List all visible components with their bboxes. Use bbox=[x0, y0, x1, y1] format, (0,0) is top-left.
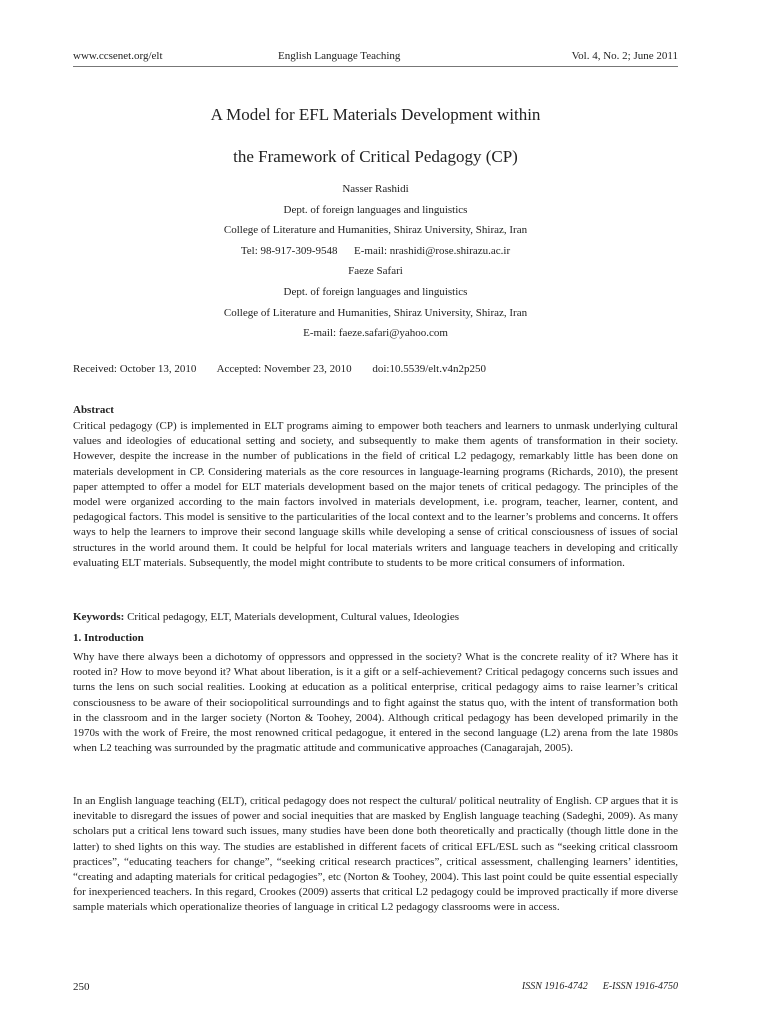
issn-numbers: ISSN 1916-4742 E-ISSN 1916-4750 bbox=[521, 981, 678, 992]
introduction-heading: 1. Introduction bbox=[73, 632, 144, 644]
running-header bbox=[73, 48, 678, 64]
paper-title-line-2: the Framework of Critical Pedagogy (CP) bbox=[233, 147, 518, 166]
abstract-heading: Abstract bbox=[73, 404, 114, 416]
author-name: Faeze Safari bbox=[348, 265, 403, 278]
publication-dates bbox=[73, 361, 504, 377]
author-college: College of Literature and Humanities, Shiraz University, Shiraz, Iran bbox=[223, 224, 528, 237]
keywords-line bbox=[73, 610, 678, 625]
journal-website: www.ccsenet.org/elt bbox=[73, 50, 163, 62]
received-date: Received: October 13, 2010 bbox=[73, 363, 197, 375]
accepted-date: Accepted: November 23, 2010 bbox=[216, 363, 352, 375]
author-contact: Tel: 98-917-309-9548 E-mail: nrashidi@rose.shirazu.ac.ir bbox=[240, 244, 511, 257]
keywords-text: Critical pedagogy, ELT, Materials development, Cultural values, Ideologies bbox=[127, 611, 460, 623]
author-college: College of Literature and Humanities, Shiraz University, Shiraz, Iran bbox=[223, 306, 528, 319]
journal-name: English Language Teaching bbox=[278, 50, 401, 62]
author-name: Nasser Rashidi bbox=[342, 183, 409, 195]
author-department: Dept. of foreign languages and linguistics bbox=[283, 203, 468, 216]
introduction-paragraph-1: Why have there always been a dichotomy of oppressors and oppressed in the society? What is the concrete reality of it? Where has it rooted in? How to move beyond it? What about liberation, is it a gift or a self-achievement? Critical pedagogy concerns such issues and turns the lens on such social realities. Looking at education as a political enterprise, critical pedagogy aims to raise learner’s critical consciousness to be aware of their sociopolitical surroundings and to fight against the status quo, with the intent of transformation both in the classroom and in the larger society (Norton & Toohey, 2004). Although critical pedagogy has been developed primarily in the 1970s with the work of Freire, the most renowned critical pedagogue, it entered in the second language (L2) arena from the late 1980s when L2 teaching was surrounded by the pragmatic attitude and communicative approaches (Canagarajah, 2005). bbox=[73, 651, 678, 755]
header-divider bbox=[73, 66, 678, 67]
author-block bbox=[73, 179, 678, 344]
introduction-paragraph-2: In an English language teaching (ELT), critical pedagogy does not respect the cultural/ political neutrality of English. CP argues that it is inevitable to disregard the issues of power and social inequities that are masked by English language teaching (Sadeghi, 2009). As many scholars put a critical lens toward such issues, many studies have been done both theoretically and practically (though little done in the latter) to shed lights on this way. The studies are established in different facets of critical EFL/ESL such as “seeking critical classroom practices”, “educating teachers for change”, “seeking critical research practices”, critical assessment, challenging learners’ identities, “creating and adapting materials for critical pedagogies”, etc (Norton & Toohey, 2004). This last point could be quite essential especially for inexperienced teachers. In this regard, Crookes (2009) asserts that critical L2 pedagogy could be improved practically if more diverse sample materials which operationalize theories of language in critical L2 pedagogy classrooms were in access. bbox=[73, 795, 678, 914]
page-number: 250 bbox=[73, 981, 90, 993]
doi-link[interactable]: doi:10.5539/elt.v4n2p250 bbox=[372, 363, 486, 375]
author-contact: E-mail: faeze.safari@yahoo.com bbox=[303, 327, 448, 340]
journal-volume: Vol. 4, No. 2; June 2011 bbox=[571, 50, 678, 62]
keywords-label: Keywords: bbox=[73, 611, 125, 623]
abstract-text: Critical pedagogy (CP) is implemented in ELT programs aiming to empower both teachers and learners to unmask underlying cultural values and ideologies of educational setting and society, and subsequently to make them agents of transformation in their society. However, despite the increase in the number of publications in the field of critical L2 pedagogy, remarkably little has been done on materials development in CP. Considering materials as the core resources in language-learning programs (Richards, 2010), the present paper attempted to offer a model for ELT materials development based on the major tenets of critical pedagogy. The principles of the model were organized according to the main factors involved in materials development, i.e. program, teacher, learner, content, and pedagogical factors. This model is sensitive to the particularities of the local context and to the learner’s problems and concerns. It offers ways to help the learners to improve their second language skills while developing a sense of critical consciousness of issues of social structures in the world around them. It could be helpful for local materials writers and language teachers in developing and critically evaluating ELT materials. Subsequently, the model might contribute to students to be more critical consumers of information. bbox=[73, 420, 678, 569]
author-department: Dept. of foreign languages and linguistics bbox=[283, 285, 468, 298]
paper-title-line-1: A Model for EFL Materials Development within bbox=[210, 105, 541, 124]
